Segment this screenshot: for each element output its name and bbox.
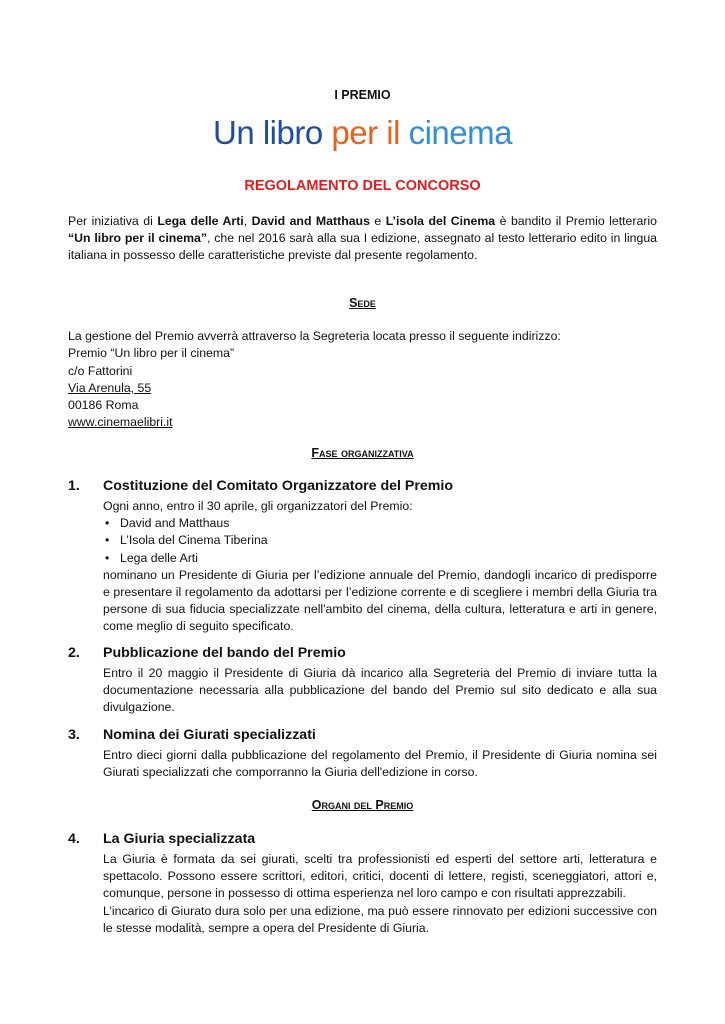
section-title-text: Organi del Premio — [311, 798, 414, 812]
item-text: nominano un Presidente di Giuria per l’edizione annuale del Premio, dandogli incarico di predisporre e presentare il regolamento da adottarsi per l’edizione corrente e di scegliere i membri della Giuria tra persone di sua fiducia specializzate nell'ambito del cinema, della cultura, letteratura e arti in genere, come meglio di seguito specificato. — [103, 567, 657, 634]
logo-title — [68, 114, 657, 152]
intro-text: è bandito il Premio letterario — [495, 214, 657, 228]
intro-text: , che nel 2016 sarà alla sua I edizione, assegnato al testo letterario edito in lingua italiana in possesso delle caratteristiche previste dal presente regolamento. — [68, 231, 657, 263]
item-text: La Giuria è formata da sei giurati, scelti tra professionisti ed esperti del settore arti, letteratura e spettacolo. Possono essere scrittori, editori, critici, docenti di lettere, registi, sceneggiatori, attori e, comunque, persone in possesso di ottima esperienza nel loro campo e con risultati apprezzabili. — [103, 852, 657, 901]
item-2 — [68, 645, 657, 717]
section-title-text: Sede — [349, 296, 376, 310]
intro-bold: L’isola del Cinema — [385, 214, 496, 228]
item-body — [103, 851, 657, 937]
item-number: 2. — [68, 645, 80, 661]
intro-bold: Lega delle Arti — [157, 214, 244, 228]
item-heading — [68, 478, 657, 498]
section-title-sede — [68, 296, 657, 310]
item-title: La Giuria specializzata — [103, 831, 256, 847]
section-title-fase — [68, 446, 657, 460]
address-line: La gestione del Premio avverrà attraverso la Segreteria locata presso il seguente indirizzo: — [68, 329, 561, 343]
item-title: Nomina dei Giurati specializzati — [103, 727, 316, 743]
item-title: Costituzione del Comitato Organizzatore del Premio — [103, 478, 453, 494]
logo-part-3: cinema — [399, 114, 512, 151]
item-heading — [68, 831, 657, 851]
document-subtitle: REGOLAMENTO DEL CONCORSO — [244, 178, 481, 194]
item-title: Pubblicazione del bando del Premio — [103, 645, 346, 661]
item-heading — [68, 645, 657, 665]
website-link[interactable]: www.cinemaelibri.it — [68, 415, 173, 430]
address-street-link[interactable]: Via Arenula, 55 — [68, 380, 152, 395]
address-block — [68, 328, 561, 432]
address-line: c/o Fattorini — [68, 363, 133, 378]
intro-bold: David and Matthaus — [251, 214, 370, 228]
item-heading — [68, 727, 657, 747]
list-item: • Lega delle Arti — [103, 550, 657, 567]
item-number: 3. — [68, 727, 80, 743]
item-1 — [68, 478, 657, 636]
list-item: • L’Isola del Cinema Tiberina — [103, 532, 657, 549]
item-text: Entro dieci giorni dalla pubblicazione del regolamento del Premio, il Presidente di Giuria nomina sei Giurati specializzati che comporranno la Giuria dell'edizione in corso. — [103, 748, 657, 780]
item-3 — [68, 727, 657, 781]
organizers-list — [103, 515, 657, 567]
intro-text: e — [369, 214, 386, 228]
premio-label: I PREMIO — [334, 88, 391, 102]
item-number: 1. — [68, 478, 80, 494]
item-text: Entro il 20 maggio il Presidente di Giuria dà incarico alla Segreteria del Premio di inviare tutta la documentazione necessaria alla pubblicazione del bando del Premio sul sito dedicato e alla sua divulgazione. — [103, 666, 657, 715]
logo-part-1: Un libro — [213, 114, 332, 151]
address-line: 00186 Roma — [68, 398, 139, 413]
intro-bold: “Un libro per il cinema” — [68, 231, 208, 246]
intro-text: Per iniziativa di — [68, 214, 158, 228]
intro-text: , — [243, 214, 252, 228]
address-line: Premio “Un libro per il cinema” — [68, 346, 235, 361]
section-title-text: Fase organizzativa — [311, 446, 414, 460]
list-item: • David and Matthaus — [103, 515, 657, 532]
item-number: 4. — [68, 831, 80, 847]
intro-paragraph — [68, 213, 657, 265]
item-body — [103, 498, 657, 636]
item-intro: Ogni anno, entro il 30 aprile, gli organizzatori del Premio: — [103, 499, 413, 513]
logo-part-2: per il — [331, 114, 400, 151]
section-title-organi — [68, 798, 657, 812]
item-text: L’incarico di Giurato dura solo per una edizione, ma può essere rinnovato per edizioni successive con le stesse modalità, sempre a opera del Presidente di Giuria. — [103, 903, 657, 935]
item-4 — [68, 831, 657, 937]
